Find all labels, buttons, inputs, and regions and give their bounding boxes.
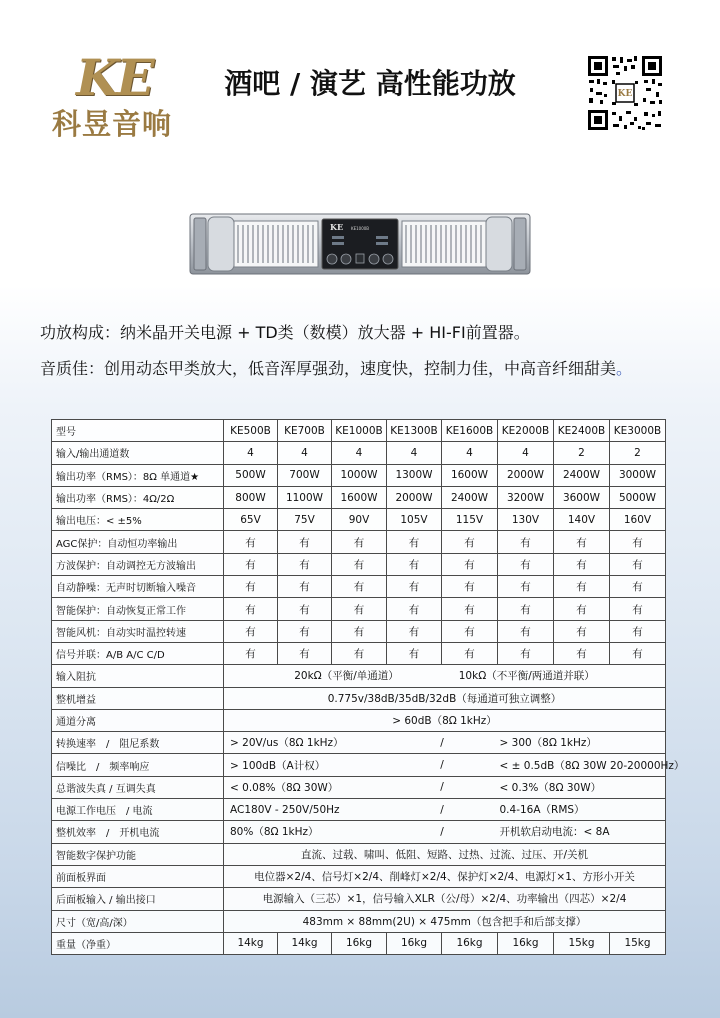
- table-row: [52, 576, 666, 598]
- svg-text:KE: KE: [617, 89, 633, 99]
- table-cell: 160V: [610, 509, 666, 531]
- table-row: [52, 776, 666, 798]
- table-cell: 有: [442, 531, 498, 553]
- table-cell: 3200W: [498, 486, 554, 508]
- intro-sound-quality: [40, 356, 700, 382]
- row-label: AGC保护：自动恒功率输出: [52, 531, 224, 553]
- table-row: [52, 509, 666, 531]
- table-cell: 4: [387, 442, 442, 464]
- value-a: > 100dB（A计权）: [224, 754, 387, 776]
- table-cell: 16kg: [332, 932, 387, 954]
- table-row: [52, 932, 666, 954]
- table-cell: 有: [498, 553, 554, 575]
- table-cell: 500W: [224, 464, 278, 486]
- model-header: KE500B: [224, 420, 278, 442]
- table-cell: 800W: [224, 486, 278, 508]
- row-label: 信噪比 / 频率响应: [52, 754, 224, 776]
- value-a: AC180V - 250V/50Hz: [224, 799, 387, 821]
- table-cell: 有: [610, 576, 666, 598]
- table-cell: 有: [224, 576, 278, 598]
- table-cell: 有: [224, 620, 278, 642]
- row-label: 方波保护：自动调控无方波输出: [52, 553, 224, 575]
- table-cell: 4: [498, 442, 554, 464]
- value-separator: /: [387, 799, 498, 821]
- row-label: 通道分离: [52, 709, 224, 731]
- table-cell: 有: [610, 598, 666, 620]
- table-cell: 有: [224, 553, 278, 575]
- table-row: [52, 531, 666, 553]
- table-cell: > 60dB（8Ω 1kHz）: [224, 709, 666, 731]
- table-cell: 有: [554, 531, 610, 553]
- table-cell: 有: [387, 576, 442, 598]
- table-cell: 1600W: [442, 464, 498, 486]
- row-label: 输入/输出通道数: [52, 442, 224, 464]
- value-b: < 0.3%（8Ω 30W）: [498, 776, 666, 798]
- row-label: 输出电压：< ±5%: [52, 509, 224, 531]
- table-cell: 1300W: [387, 464, 442, 486]
- row-label: 后面板输入 / 输出接口: [52, 888, 224, 910]
- amplifier-image: [190, 208, 530, 280]
- table-cell: 105V: [387, 509, 442, 531]
- intro-sound-text: 音质佳：创用动态甲类放大，低音浑厚强劲，速度快，控制力佳，中高音纤细甜美: [40, 359, 617, 378]
- table-row: [52, 799, 666, 821]
- value-separator: /: [387, 754, 498, 776]
- row-label: 型号: [52, 420, 224, 442]
- row-label: 智能保护：自动恢复正常工作: [52, 598, 224, 620]
- table-cell: 1600W: [332, 486, 387, 508]
- table-row: [52, 821, 666, 843]
- table-cell: 2000W: [387, 486, 442, 508]
- table-row: [52, 486, 666, 508]
- intro-end-mark: 。: [616, 359, 633, 378]
- value-separator: /: [387, 776, 498, 798]
- table-cell: 483mm × 88mm(2U) × 475mm（包含把手和后部支撑）: [224, 910, 666, 932]
- table-row: [52, 464, 666, 486]
- model-header: KE2400B: [554, 420, 610, 442]
- table-cell: 75V: [278, 509, 332, 531]
- page-title: 酒吧 / 演艺 高性能功放: [224, 67, 516, 100]
- table-cell: 直流、过载、啸叫、低阻、短路、过热、过流、过压、开/关机: [224, 843, 666, 865]
- table-cell: 有: [387, 531, 442, 553]
- row-label: 智能风机：自动实时温控转速: [52, 620, 224, 642]
- svg-text:KE: KE: [330, 222, 344, 232]
- table-cell: 16kg: [387, 932, 442, 954]
- table-cell: 有: [278, 576, 332, 598]
- table-row: [52, 642, 666, 664]
- table-header-row: [52, 420, 666, 442]
- table-cell: 有: [332, 531, 387, 553]
- table-cell: 2: [554, 442, 610, 464]
- table-cell: 15kg: [610, 932, 666, 954]
- row-label: 整机效率 / 开机电流: [52, 821, 224, 843]
- spec-table: [51, 419, 685, 955]
- table-cell: 65V: [224, 509, 278, 531]
- table-cell: 5000W: [610, 486, 666, 508]
- value-b: > 300（8Ω 1kHz）: [498, 732, 666, 754]
- row-label: 输出功率（RMS）：8Ω 单通道★: [52, 464, 224, 486]
- row-label: 自动静噪：无声时切断输入噪音: [52, 576, 224, 598]
- table-cell: 3600W: [554, 486, 610, 508]
- value-b: 10kΩ（不平衡/两通道并联）: [458, 670, 595, 683]
- value-a: < 0.08%（8Ω 30W）: [224, 776, 387, 798]
- table-cell: 电源输入（三芯）×1，信号输入XLR（公/母）×2/4、功率输出（四芯）×2/4: [224, 888, 666, 910]
- value-b: < ± 0.5dB（8Ω 30W 20-20000Hz）: [498, 754, 666, 776]
- table-cell: 有: [442, 553, 498, 575]
- table-cell: 有: [442, 598, 498, 620]
- table-cell: 有: [332, 620, 387, 642]
- table-cell: 有: [498, 642, 554, 664]
- table-cell: 1000W: [332, 464, 387, 486]
- table-cell: 有: [442, 576, 498, 598]
- table-row: [52, 598, 666, 620]
- table-cell: 140V: [554, 509, 610, 531]
- table-cell: 有: [442, 642, 498, 664]
- table-cell: 电位器×2/4、信号灯×2/4、削峰灯×2/4、保护灯×2/4、电源灯×1、方形小开关: [224, 865, 666, 887]
- value-b: 开机软启动电流：< 8A: [498, 821, 666, 843]
- table-cell: 0.775v/38dB/35dB/32dB（每通道可独立调整）: [224, 687, 666, 709]
- row-label: 电源工作电压 / 电流: [52, 799, 224, 821]
- table-cell: 90V: [332, 509, 387, 531]
- model-header: KE700B: [278, 420, 332, 442]
- table-cell: 有: [498, 620, 554, 642]
- table-cell: 有: [332, 576, 387, 598]
- table-cell: [224, 665, 666, 687]
- table-cell: 有: [498, 576, 554, 598]
- model-header: KE1600B: [442, 420, 498, 442]
- table-cell: 有: [554, 620, 610, 642]
- table-cell: 16kg: [442, 932, 498, 954]
- qr-code: [586, 54, 664, 132]
- table-cell: 有: [224, 598, 278, 620]
- row-label: 输出功率（RMS）：4Ω/2Ω: [52, 486, 224, 508]
- table-cell: 有: [332, 642, 387, 664]
- value-separator: /: [387, 821, 498, 843]
- row-label: 智能数字保护功能: [52, 843, 224, 865]
- table-cell: 2: [610, 442, 666, 464]
- table-cell: 有: [610, 531, 666, 553]
- table-cell: 有: [554, 598, 610, 620]
- table-row: [52, 865, 666, 887]
- table-cell: 3000W: [610, 464, 666, 486]
- model-header: KE3000B: [610, 420, 666, 442]
- value-b: 0.4-16A（RMS）: [498, 799, 666, 821]
- value-separator: /: [387, 732, 498, 754]
- table-row: [52, 888, 666, 910]
- value-a: > 20V/us（8Ω 1kHz）: [224, 732, 387, 754]
- table-row: [52, 732, 666, 754]
- model-header: KE1000B: [332, 420, 387, 442]
- table-cell: 有: [332, 553, 387, 575]
- table-cell: 有: [498, 598, 554, 620]
- table-cell: 有: [387, 620, 442, 642]
- table-row: [52, 843, 666, 865]
- table-cell: 有: [610, 642, 666, 664]
- table-cell: 4: [224, 442, 278, 464]
- intro-composition: 功放构成：纳米晶开关电源 + TD类（数模）放大器 + HI-FI前置器。: [40, 323, 530, 342]
- table-cell: 有: [278, 620, 332, 642]
- table-cell: 有: [387, 598, 442, 620]
- table-cell: 有: [554, 576, 610, 598]
- logo-chinese-name: 科昱音响: [52, 107, 173, 141]
- table-cell: 14kg: [224, 932, 278, 954]
- row-label: 输入阻抗: [52, 665, 224, 687]
- table-cell: 4: [332, 442, 387, 464]
- table-row: [52, 910, 666, 932]
- table-cell: 有: [278, 531, 332, 553]
- table-cell: 2400W: [442, 486, 498, 508]
- row-label: 前面板界面: [52, 865, 224, 887]
- table-row: [52, 754, 666, 776]
- table-cell: 有: [387, 642, 442, 664]
- table-cell: 2000W: [498, 464, 554, 486]
- table-cell: 有: [278, 553, 332, 575]
- table-row: [52, 665, 666, 687]
- table-row: [52, 553, 666, 575]
- table-cell: 115V: [442, 509, 498, 531]
- row-label: 信号并联：A/B A/C C/D: [52, 642, 224, 664]
- table-cell: 有: [554, 553, 610, 575]
- value-a: 20kΩ（平衡/单通道）: [294, 670, 399, 683]
- row-label: 转换速率 / 阻尼系数: [52, 732, 224, 754]
- row-label: 总谐波失真 / 互调失真: [52, 776, 224, 798]
- table-cell: 4: [442, 442, 498, 464]
- row-label: 尺寸（宽/高/深）: [52, 910, 224, 932]
- table-cell: 有: [224, 642, 278, 664]
- table-cell: 4: [278, 442, 332, 464]
- value-a: 80%（8Ω 1kHz）: [224, 821, 387, 843]
- brand-logo: [52, 48, 192, 144]
- svg-text:KE1000B: KE1000B: [350, 226, 370, 231]
- table-cell: 有: [498, 531, 554, 553]
- table-cell: 有: [278, 642, 332, 664]
- table-cell: 有: [554, 642, 610, 664]
- table-cell: 14kg: [278, 932, 332, 954]
- model-header: KE1300B: [387, 420, 442, 442]
- row-label: 整机增益: [52, 687, 224, 709]
- row-label: 重量（净重）: [52, 932, 224, 954]
- table-cell: 有: [387, 553, 442, 575]
- table-cell: 有: [610, 553, 666, 575]
- table-cell: 有: [278, 598, 332, 620]
- table-row: [52, 442, 666, 464]
- table-cell: 16kg: [498, 932, 554, 954]
- table-cell: 有: [332, 598, 387, 620]
- logo-mark: KE: [76, 48, 152, 107]
- model-header: KE2000B: [498, 420, 554, 442]
- table-cell: 有: [610, 620, 666, 642]
- table-row: [52, 687, 666, 709]
- table-cell: 130V: [498, 509, 554, 531]
- table-cell: 有: [442, 620, 498, 642]
- table-cell: 2400W: [554, 464, 610, 486]
- table-cell: 1100W: [278, 486, 332, 508]
- table-row: [52, 620, 666, 642]
- table-cell: 15kg: [554, 932, 610, 954]
- table-cell: 700W: [278, 464, 332, 486]
- table-cell: 有: [224, 531, 278, 553]
- table-row: [52, 709, 666, 731]
